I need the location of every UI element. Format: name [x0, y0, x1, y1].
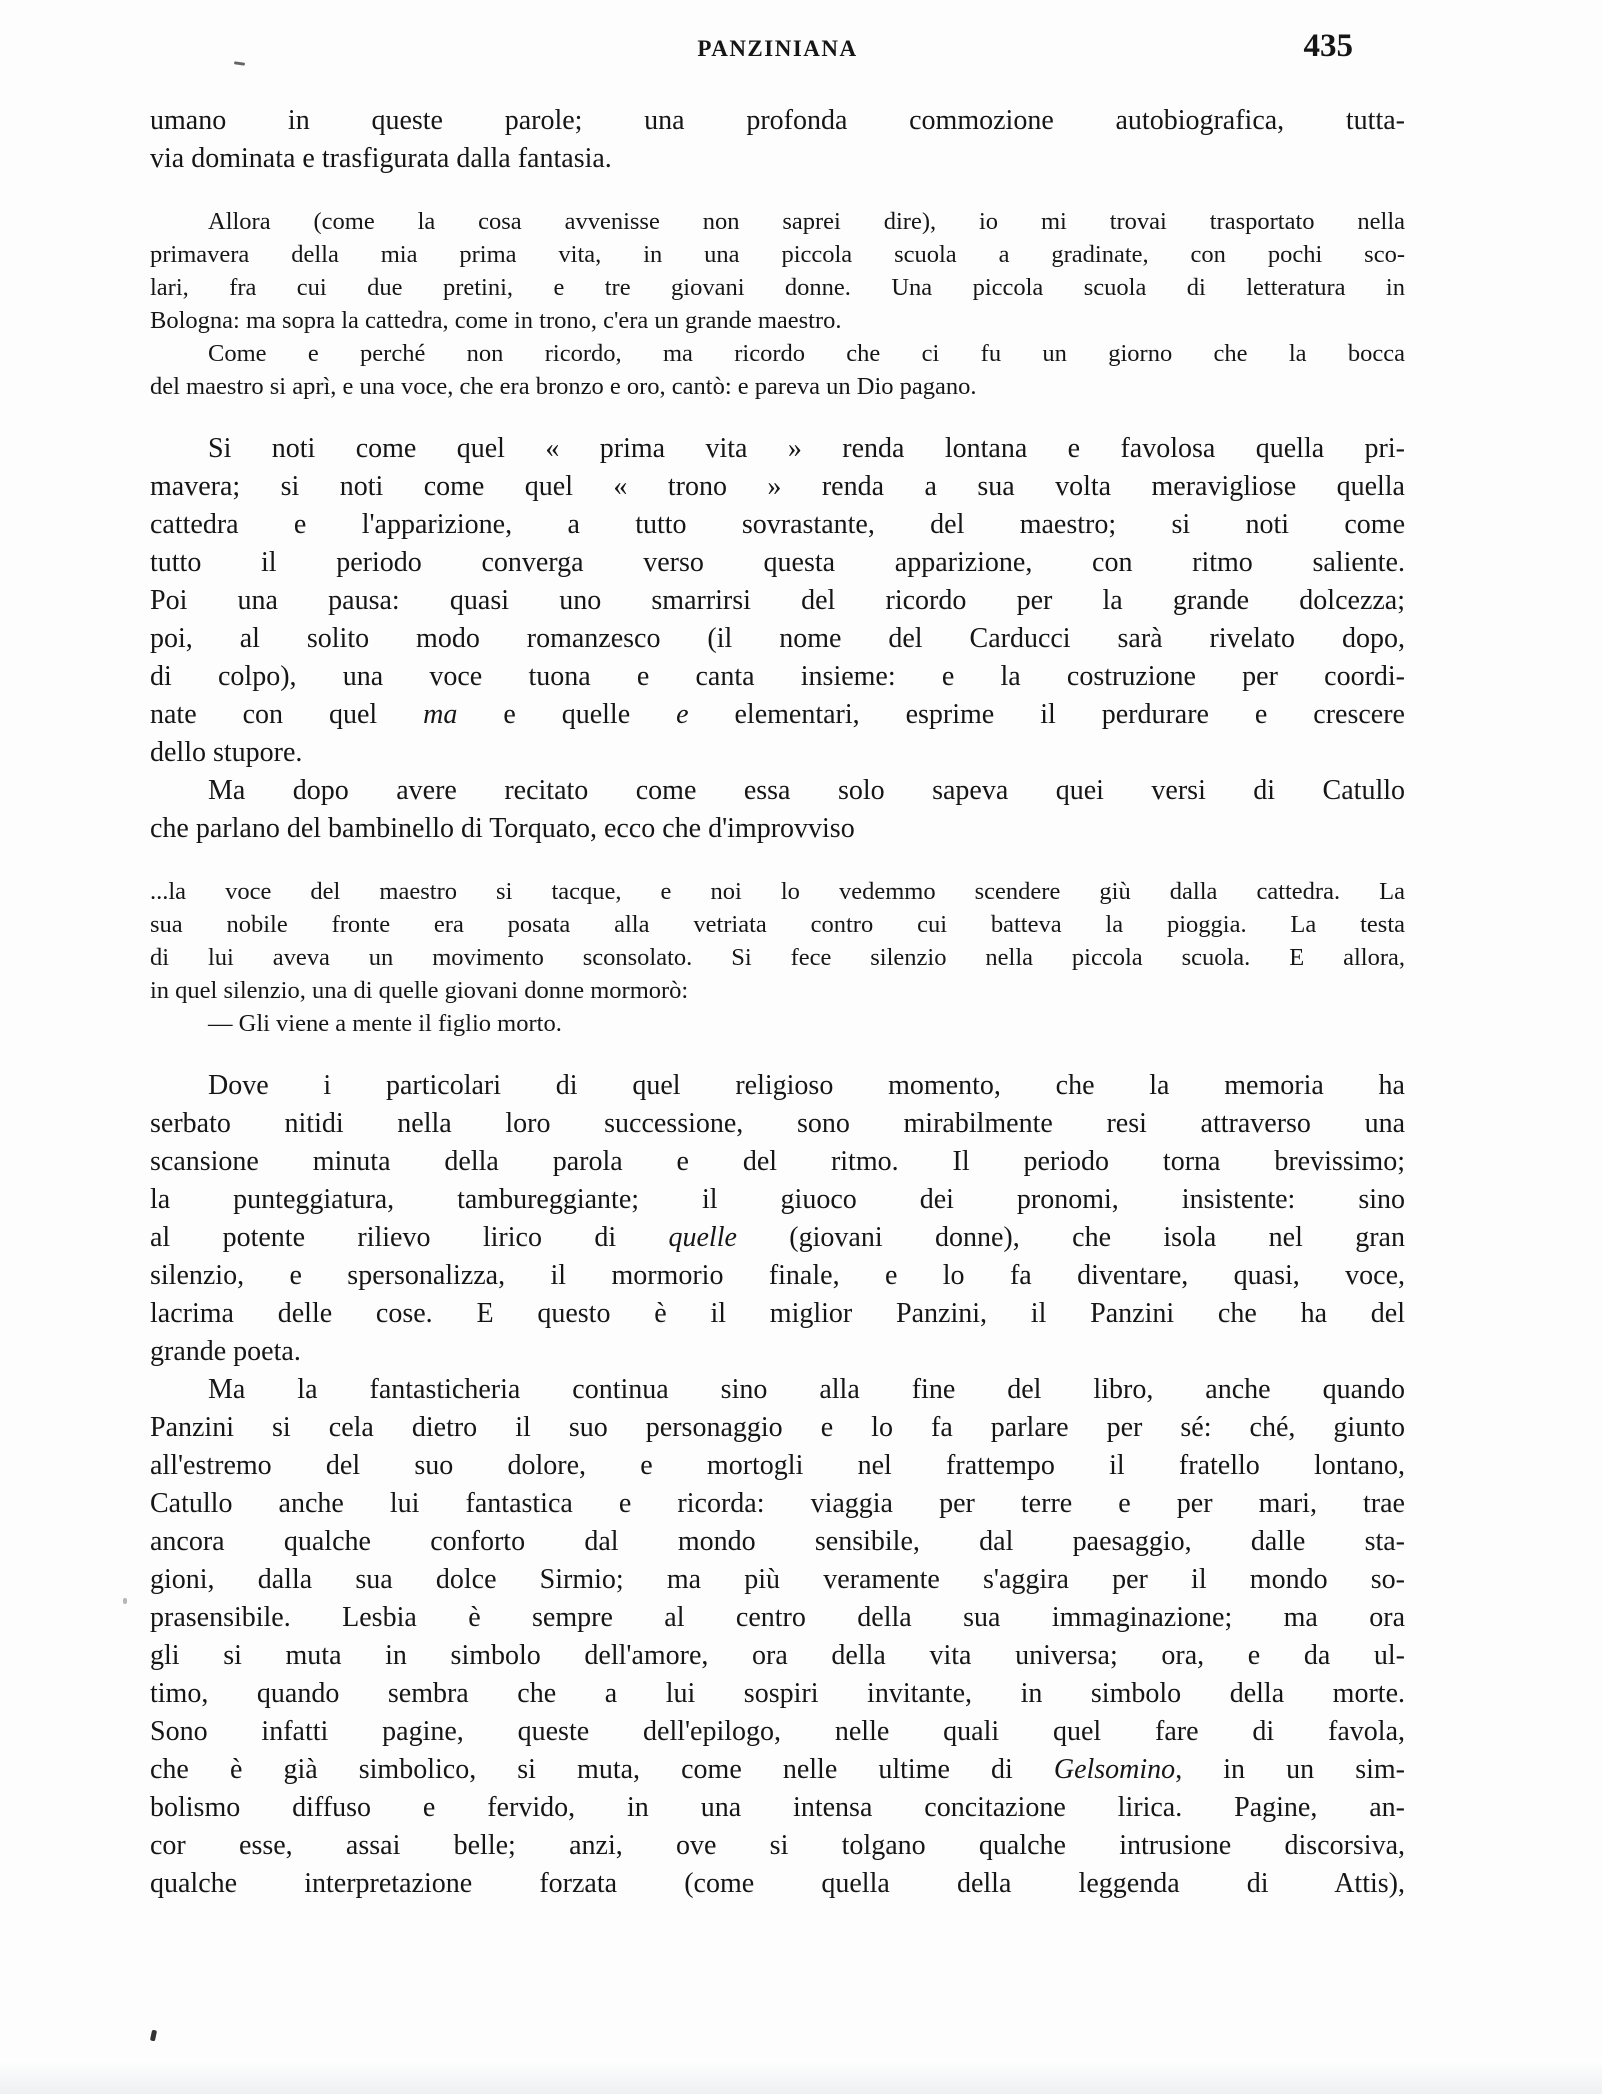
- text-line: che è già simbolico, si muta, come nelle ultime di Gelsomino, in un sim-: [150, 1754, 1406, 1785]
- text-line: Poi una pausa: quasi uno smarrirsi del ricordo per la grande dolcezza;: [150, 585, 1405, 616]
- text-line: in quel silenzio, una di quelle giovani donne mormorò:: [150, 977, 689, 1004]
- paragraph: [150, 102, 1405, 178]
- text-line: tutto il periodo converga verso questa apparizione, con ritmo saliente.: [150, 547, 1405, 578]
- text-line: poi, al solito modo romanzesco (il nome del Carducci sarà rivelato dopo,: [150, 623, 1405, 654]
- paragraph: [150, 772, 1405, 848]
- text-line: cattedra e l'apparizione, a tutto sovrastante, del maestro; si noti come: [150, 509, 1405, 540]
- text-line: serbato nitidi nella loro successione, sono mirabilmente resi attraverso una: [150, 1108, 1405, 1139]
- paragraph: [150, 1371, 1405, 1903]
- text-line: grande poeta.: [150, 1336, 301, 1367]
- text-line: Ma la fantasticheria continua sino alla fine del libro, anche quando: [208, 1374, 1405, 1405]
- text-line: prasensibile. Lesbia è sempre al centro della sua immaginazione; ma ora: [150, 1602, 1405, 1633]
- paragraph: [150, 875, 1405, 1007]
- text-line: nate con quel ma e quelle e elementari, esprime il perdurare e crescere: [150, 699, 1405, 730]
- text-line: Ma dopo avere recitato come essa solo sapeva quei versi di Catullo: [208, 775, 1405, 806]
- running-head: [150, 28, 1405, 80]
- text-line: di lui aveva un movimento sconsolato. Si fece silenzio nella piccola scuola. E allora,: [150, 944, 1405, 971]
- text-line: all'estremo del suo dolore, e mortogli nel frattempo il fratello lontano,: [150, 1450, 1405, 1481]
- text-line: lacrima delle cose. E questo è il miglior Panzini, il Panzini che ha del: [150, 1298, 1405, 1329]
- text-line: — Gli viene a mente il figlio morto.: [208, 1010, 562, 1037]
- text-line: al potente rilievo lirico di quelle (giovani donne), che isola nel gran: [150, 1222, 1405, 1253]
- text-line: Allora (come la cosa avvenisse non saprei dire), io mi trovai trasportato nella: [208, 208, 1405, 235]
- text-line: silenzio, e spersonalizza, il mormorio finale, e lo fa diventare, quasi, voce,: [150, 1260, 1405, 1291]
- text-line: che parlano del bambinello di Torquato, ecco che d'improvviso: [150, 813, 855, 844]
- page-title: PANZINIANA: [697, 36, 858, 61]
- text-line: lari, fra cui due pretini, e tre giovani donne. Una piccola scuola di letteratura in: [150, 274, 1405, 301]
- text-line: bolismo diffuso e fervido, in una intensa concitazione lirica. Pagine, an-: [150, 1792, 1405, 1823]
- text-line: qualche interpretazione forzata (come quella della leggenda di Attis),: [150, 1868, 1405, 1899]
- text-line: Catullo anche lui fantastica e ricorda: viaggia per terre e per mari, trae: [150, 1488, 1405, 1519]
- text-line: via dominata e trasfigurata dalla fantasia.: [150, 143, 612, 174]
- paragraph: [150, 1067, 1405, 1371]
- text-line: gioni, dalla sua dolce Sirmio; ma più veramente s'aggira per il mondo so-: [150, 1564, 1405, 1595]
- text-line: dello stupore.: [150, 737, 303, 768]
- paragraph: [150, 205, 1405, 337]
- page-number: 435: [1303, 28, 1353, 64]
- scan-artifact-apostrophe: [150, 2030, 157, 2042]
- page-bottom-edge: [0, 2058, 1602, 2094]
- text-line: Bologna: ma sopra la cattedra, come in trono, c'era un grande maestro.: [150, 307, 842, 334]
- text-line: Sono infatti pagine, queste dell'epilogo, nelle quali quel fare di favola,: [150, 1716, 1405, 1747]
- text-line: scansione minuta della parola e del ritmo. Il periodo torna brevissimo;: [150, 1146, 1405, 1177]
- text-line: timo, quando sembra che a lui sospiri invitante, in simbolo della morte.: [150, 1678, 1405, 1709]
- text-line: ancora qualche conforto dal mondo sensibile, dal paesaggio, dalle sta-: [150, 1526, 1405, 1557]
- text-line: mavera; si noti come quel « trono » renda a sua volta meravigliose quella: [150, 471, 1405, 502]
- paragraph: [150, 337, 1405, 403]
- text-line: la punteggiatura, tambureggiante; il giuoco dei pronomi, insistente: sino: [150, 1184, 1405, 1215]
- paragraph: [150, 1007, 1405, 1040]
- scan-artifact-dot: [123, 1598, 127, 1604]
- text-line: gli si muta in simbolo dell'amore, ora della vita universa; ora, e da ul-: [150, 1640, 1405, 1671]
- text-line: ...la voce del maestro si tacque, e noi lo vedemmo scendere giù dalla cattedra. La: [150, 878, 1405, 905]
- text-line: primavera della mia prima vita, in una piccola scuola a gradinate, con pochi sco-: [150, 241, 1405, 268]
- text-line: Si noti come quel « prima vita » renda lontana e favolosa quella pri-: [208, 433, 1405, 464]
- text-line: Come e perché non ricordo, ma ricordo che ci fu un giorno che la bocca: [208, 340, 1405, 367]
- text-line: sua nobile fronte era posata alla vetriata contro cui batteva la pioggia. La testa: [150, 911, 1405, 938]
- text-line: Dove i particolari di quel religioso momento, che la memoria ha: [208, 1070, 1405, 1101]
- paragraph: [150, 430, 1405, 772]
- text-line: di colpo), una voce tuona e canta insieme: e la costruzione per coordi-: [150, 661, 1405, 692]
- text-line: del maestro si aprì, e una voce, che era bronzo e oro, cantò: e pareva un Dio pagano.: [150, 373, 977, 400]
- text-line: cor esse, assai belle; anzi, ove si tolgano qualche intrusione discorsiva,: [150, 1830, 1405, 1861]
- page-text: [150, 102, 1405, 1903]
- text-line: Panzini si cela dietro il suo personaggio e lo fa parlare per sé: ché, giunto: [150, 1412, 1405, 1443]
- text-line: umano in queste parole; una profonda commozione autobiografica, tutta-: [150, 105, 1405, 136]
